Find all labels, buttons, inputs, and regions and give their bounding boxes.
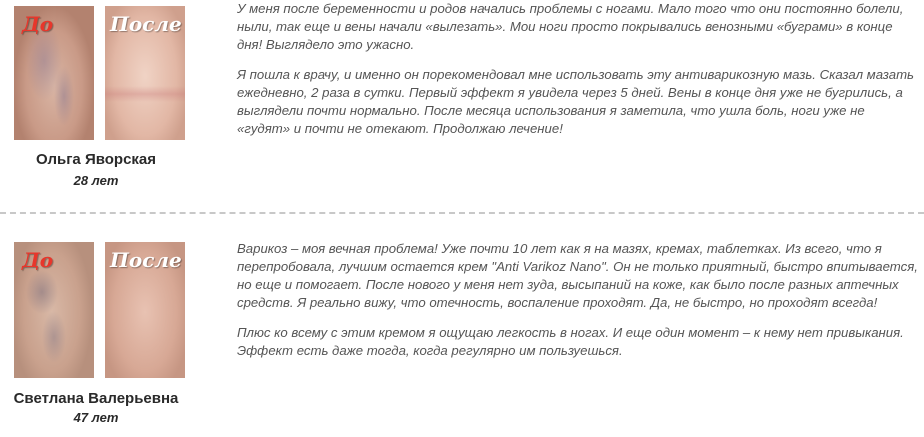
review-text — [237, 240, 921, 372]
before-after-photos — [14, 6, 180, 140]
review-card — [0, 214, 924, 437]
after-photo — [105, 6, 185, 140]
reviewer-name: Светлана Валерьевна — [13, 390, 179, 407]
review-paragraph: Я пошла к врачу, и именно он порекомендовал мне использовать эту антиварикозную мазь. Сказал мазать ежедневно, 2 раза в сутки. Первый эффект я увидела через 5 дней. Вены в конце дня уже не бугрились, а выглядели почти нормально. После месяца использования я заметила, что ушла боль, ноги уже не «гудят» и почти не отекают. Продолжаю лечение! — [237, 67, 914, 136]
before-photo — [14, 242, 94, 378]
review-card — [0, 0, 924, 212]
review-paragraph: Варикоз – моя вечная проблема! Уже почти 10 лет как я на мазях, кремах, таблетках. Из всего, что я перепробовала, лучшим остается крем "Anti Varikoz Nano". Он не только приятный, быстро впитывается, но еще и помогает. После нового у меня нет зуда, высыпаний на коже, как было после разных аптечных средств. Я реально вижу, что отечность, воспаление проходят. Да, не быстро, но проходят всегда! — [237, 241, 918, 310]
before-label: До — [22, 248, 54, 272]
reviewer-age: 28 лет — [73, 173, 119, 188]
reviewer-age: 47 лет — [73, 410, 119, 425]
after-photo — [105, 242, 185, 378]
before-photo — [14, 6, 94, 140]
after-label: После — [110, 12, 182, 36]
before-label: До — [22, 12, 54, 36]
review-paragraph: У меня после беременности и родов начались проблемы с ногами. Мало того что они постоянно болели, ныли, так еще и вены начали «вылезать». Мои ноги просто покрывались венозными «буграми» в конце дня! Выглядело это ужасно. — [237, 1, 904, 52]
review-paragraph: Плюс ко всему с этим кремом я ощущаю легкость в ногах. И еще один момент – к нему нет привыкания. Эффект есть даже тогда, когда регулярно им пользуешься. — [237, 325, 904, 358]
after-label: После — [110, 248, 182, 272]
reviewer-name: Ольга Яворская — [35, 151, 157, 168]
before-after-photos — [14, 242, 180, 378]
review-text — [237, 0, 921, 150]
